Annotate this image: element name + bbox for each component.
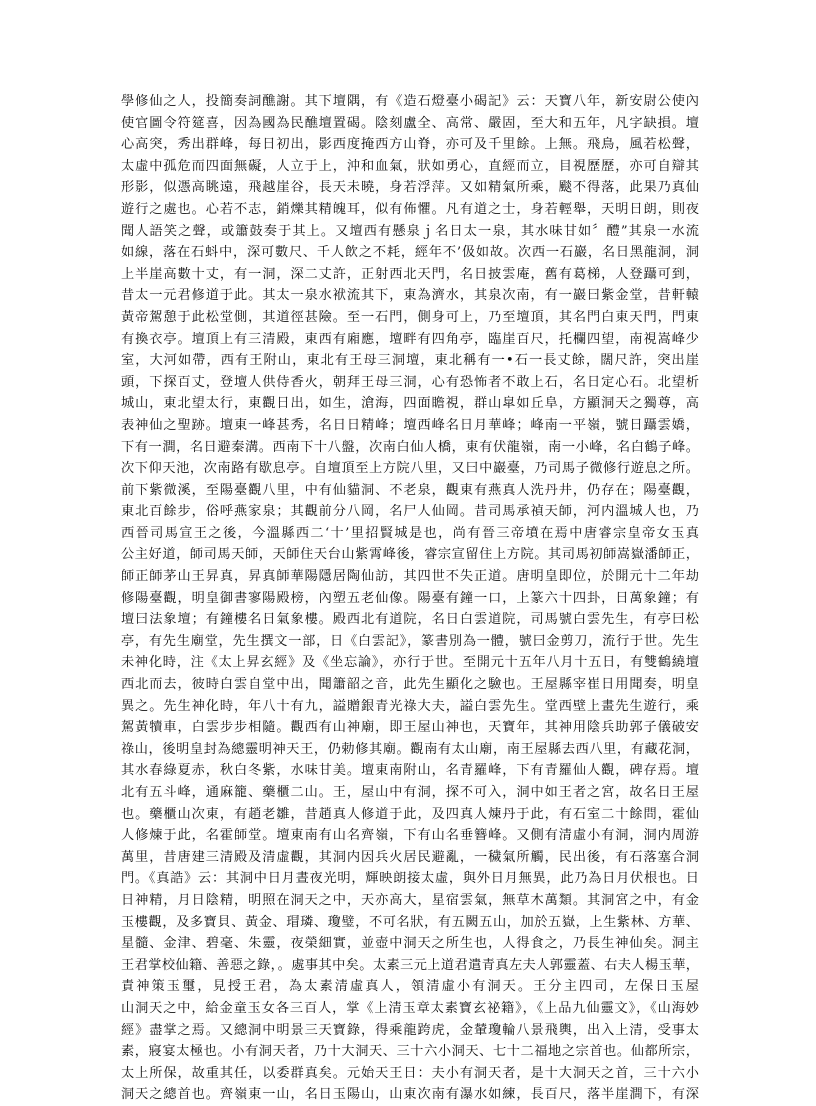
text-line: 前下紫微溪，至陽臺觀八里，中有仙貓洞、不老泉，觀東有燕真人洗丹井，仍存在；陽臺觀， (121, 482, 699, 498)
text-line: 聞人語笑之聲，或簫鼓奏于其上。又壇西有懸泉ｊ名日太一泉，其水味甘如〞醴”其泉一水流 (121, 223, 699, 239)
text-line: 昔太一元君修道于此。其太一泉水袱流其下，東為濟水，其泉次南，有一巖曰紫金堂，昔軒轅 (121, 288, 699, 304)
text-line: 表神仙之聖跡。壇東一峰甚秀，名日日精峰；壇西峰名日月華峰；峰南一平嶺，號日躡雲嬌， (121, 417, 699, 433)
text-line: 學修仙之人，投簡奏詞醮謝。其下壇隅，有《造石燈臺小碣記》云：天寶八年，新安尉公使內 (121, 94, 699, 109)
text-line: 門。《真誥》云：其洞中日月晝夜光明，輝映朗接太虛，與外日月無異，此乃為日月伏根也。日 (121, 871, 699, 887)
text-line: 人修煉于此，名霍師堂。壇東南有山名齊嶺，下有山名垂簪峰。又側有清虛小有洞，洞内周游 (121, 828, 699, 844)
text-line: 經》盡掌之焉。又總洞中明景三天寶錄，得乘龍跨虎，金輦瓊輪八景飛輿，出入上清，受事太 (121, 1022, 699, 1038)
text-line: 太虛中孤危而四面無礙，人立于上，沖和血氣，狀如勇心，直經而立，目視歷歷，亦可自辯其 (121, 158, 699, 174)
text-line: 東北百餘步，俗呼燕家泉；其觀前分八岡，名尸人仙岡。昔司馬承禎天師，河内溫城人也，乃 (121, 504, 699, 520)
text-line: 頭，下探百丈，登壇人供侍香火，朝拜王母三洞，心有恐怖者不敢上石，名日定心石。北望析 (121, 374, 699, 390)
text-line: 未神化時，注《太上昇玄經》及《坐忘論》，亦行于世。至開元十五年八月十五日，有雙鶴繞壇 (121, 655, 699, 671)
text-line: 公主好道，師司馬天師，天師住天台山紫霄峰後，睿宗宣留住上方院。其司馬初師嵩嶽潘師正， (121, 547, 699, 563)
text-line: 玉樓觀，及多寶貝、黃金、瑁璘、瓊璧，不可名狀，有五闕五山，加於五嶽，上生紫林、方華、 (121, 914, 699, 930)
text-line: 萬里，昔唐建三清殿及清虛觀，其洞内因兵火居民避亂，一穢氣所觸，民出後，有石落塞合洞 (121, 849, 699, 865)
text-line: 西晉司馬宣王之後，今溫縣西二‘十’里招賢城是也，尚有晉三帝墳在焉中唐睿宗皇帝女玉真 (121, 525, 699, 541)
text-line: 西北而去，彼時白雲自堂中出，聞簫韶之音，此先生顯化之驗也。王屋縣宰崔日用聞奏，明皇 (121, 677, 699, 693)
text-line: 壇曰法象壇；有鐘樓名日氣象樓。殿西北有道院，名日白雲道院，司馬號白雲先生，有亭曰松 (121, 612, 699, 628)
text-line: 王君掌校仙籍、善惡之錄，。處事其中矣。太素三元上道君遣青真左夫人郭靈蓋、右夫人楊玉華， (121, 957, 699, 973)
text-line: 形影，似憑高眺遠，飛越崖谷，長天未曉，身若浮萍。又如精氣所乘，颷不得落，此果乃真仙 (121, 180, 699, 196)
text-line: 師正師茅山王昇真，昇真師華陽隱居陶仙訪，其四世不失正道。唐明皇即位，於開元十二年劫 (121, 569, 699, 585)
text-line: 異之。先生神化時，年八十有九，謚贈銀青光祿大夫，謚白雲先生。堂西壁上畫先生遊行，乘 (121, 698, 699, 714)
text-line: 室，大河如帶，西有王附山，東北有王母三洞壇，東北稱有一•石一長丈餘，闊尺許，突出崖 (121, 353, 699, 369)
text-line: 星髓、金津、碧毫、朱靈，夜榮細實，並壺中洞天之所生也，人得食之，乃長生神仙矣。洞主 (121, 936, 699, 952)
text-line: 使官圖令符筵喜，因為國為民醮壇置碣。陰刻盧全、高常、嚴固，至大和五年，凡字缺損。壇 (121, 115, 699, 131)
text-line: 城山，東北望太行，東觀日出，如生，滄海，四面瞻視，群山皐如丘阜，方顯洞天之獨尊，高 (121, 396, 699, 412)
text-line: 如線，落在石蚪中，深可數尺、千人飲之不耗，經年不’伋如故。次西一石巖，名日黑龍洞，洞 (121, 245, 699, 261)
text-line: 下有一澗，名日避秦溝。西南下十八盤，次南白仙人橋，東有伏龍嶺，南一小峰，名白鶴子峰。 (121, 439, 699, 455)
text-line: 太上所保，故重其任，以委群真矣。元始天王日：夫小有洞天者，是十大洞天之首，三十六小 (121, 1065, 699, 1081)
text-line: 山洞天之中，給金童玉女各三百人，掌《上清玉章太素寶玄祕籍》，《上品九仙靈文》，《山海妙 (121, 1000, 699, 1016)
text-line: 也。藥櫃山次東，有趙老雛，昔趙真人修道于此，及四真人煉丹于此，有石室二十餘問，霍仙 (121, 806, 699, 822)
text-line: 其水春綠夏赤，秋白冬紫，水味甘美。壇東南附山，名青羅峰，下有青羅仙人觀，碑存焉。壇 (121, 763, 699, 779)
text-line: 黃帝駕憩于此松堂側，其道徑甚險。至一石門，側身可上，乃至壇頂，其名門白東天門，門東 (121, 309, 699, 325)
text-line: 遊行之處也。心若不志，銷爍其精魄耳，似有佈懼。凡有道之士，身若輕舉，天明日朗，則夜 (121, 201, 699, 217)
text-line: 有換衣亭。壇頂上有三清殿，東西有廂應，壇畔有四角亭，臨崖百尺，托欄四望，南視嵩峰少 (121, 331, 699, 347)
text-line: 責神策玉璽，見授王君，為太素清虛真人，領清虛小有洞天。王分主四司，左保日玉屋 (121, 979, 699, 995)
text-line: 心高突，秀出群峰，每日初出，影西度掩西方山脊，亦可及千里餘。上無。飛鳥，風若松聲， (121, 137, 699, 153)
text-line: 祿山，後明皇封為總靈明神天王，仍勅修其廟。觀南有太山廟，南王屋縣去西八里，有藏花洞， (121, 741, 699, 757)
text-line: 亭，有先生廟堂，先生撰文一部，日《白雲記》，篆書別為一體，號曰金剪刀，流行于世。先生 (121, 633, 699, 649)
text-line: 修陽臺觀，明皇御書寥陽殿榜，內塑五老仙像。陽臺有鐘一口，上篆六十四卦，日萬象鐘；有 (121, 590, 699, 606)
text-line: 次下仰天池，次南路有歇息亭。自壇頂至上方院八里，又曰中巖臺，乃司馬子微修行遊息之所。 (121, 461, 699, 477)
text-line: 北有五斗峰，通麻籠、藥櫃二山。王，屋山中有洞，探不可入，洞中如王者之宮，故名日王屋 (121, 785, 699, 800)
body-text (121, 91, 699, 1106)
text-line: 洞天之總首也。齊嶺東一山，名日玉陽山，山東次南有瀑水如練，長百尺，落半崖澗下，有深 (121, 1087, 699, 1103)
text-line: 上半崖高數十丈，有一洞，深二丈許，正射西北天門，名日披雲庵，舊有葛梯，人登躡可到， (121, 266, 699, 282)
text-line: 日神精，月日陰精，明照在洞天之中，天亦高大，星宿雲氣，無草木萬類。其洞宮之中，有金 (121, 892, 699, 908)
text-line: 素，寢宴太極也。小有洞天者，乃十大洞天、三十六小洞天、七十二福地之宗首也。仙都所宗， (121, 1044, 699, 1060)
text-line: 駕黃犢車，白雲步步相隨。觀西有山神廟，即王屋山神也，天寶年，其神用陰兵助郭子儀破安 (121, 720, 699, 736)
